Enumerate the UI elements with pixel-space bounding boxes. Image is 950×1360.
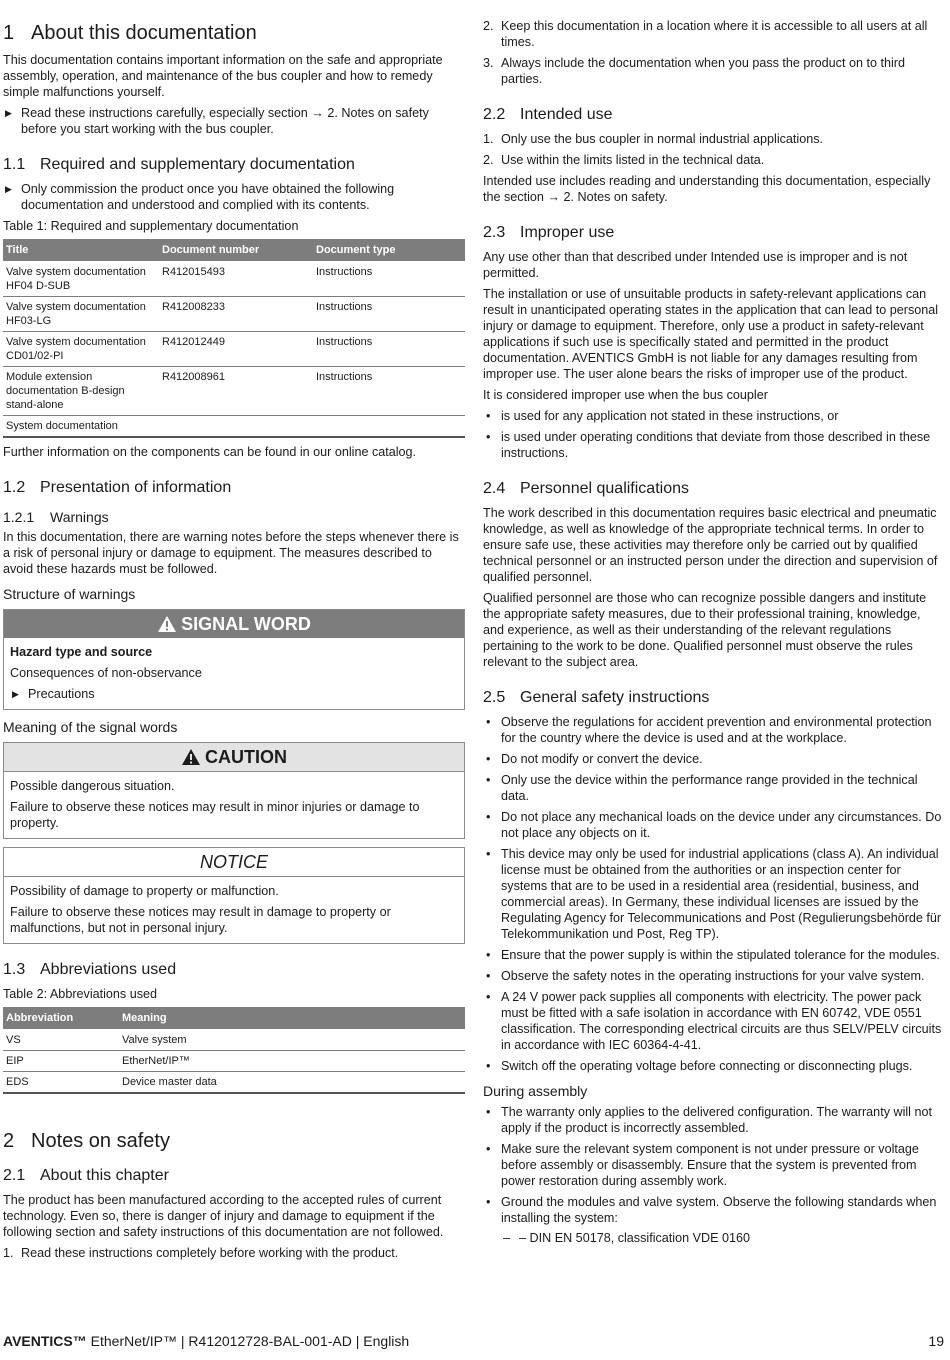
section-2-5-heading: 2.5 General safety instructions <box>483 689 710 706</box>
table-row <box>3 1051 465 1072</box>
list-item: • Ground the modules and valve system. Observe the following standards when installing the system: – – DIN EN 50178, classification VDE 0160 <box>483 1194 945 1246</box>
table-cell: EDS <box>3 1072 119 1094</box>
caution-box <box>3 742 465 839</box>
table-cell: R412008961 <box>159 367 313 416</box>
list-item: – – DIN EN 50178, classification VDE 0160 <box>503 1231 751 1245</box>
during-assembly-heading: During assembly <box>483 1083 588 1099</box>
intended-use-text: Intended use includes reading and understanding this documentation, especially the section → 2. Notes on safety. <box>483 174 931 204</box>
table-cell: R412008233 <box>159 297 313 332</box>
list-item: • A 24 V power pack supplies all components with electricity. The power pack must be fitted with a safe isolation in accordance with EN 60742, VDE 0551 classification. The corresponding electrical circuits are thus SELV/PELV circuits in accordance with IEC 60364-4-41. <box>486 990 942 1052</box>
table-cell: Instructions <box>313 332 465 367</box>
precautions-item: ▶ Precautions <box>12 687 95 701</box>
hazard-type-text: Hazard type and source <box>10 645 153 659</box>
caution-header: CAUTION <box>4 743 464 772</box>
table-cell <box>313 416 465 438</box>
notice-body: Possibility of damage to property or malfunction. Failure to observe these notices may result in damage to property or malfunctions, but not in personal injury. <box>10 884 391 935</box>
section-1-2-heading: 1.2 Presentation of information <box>3 479 232 496</box>
footer-doc-info: EtherNet/IP™ | R412012728-BAL-001-AD | English <box>86 1333 410 1349</box>
signal-word-header: SIGNAL WORD <box>4 610 464 638</box>
table-cell: Instructions <box>313 297 465 332</box>
list-item: • Make sure the relevant system component is not under pressure or voltage before assembly or disassembly. Ensure that the system is prevented from power restoration during assembly work. <box>486 1142 919 1188</box>
section-2-3-heading: 2.3 Improper use <box>483 224 615 241</box>
table-header-row <box>3 1007 465 1030</box>
table-header-cell: Document type <box>313 239 465 262</box>
safety-steps-list <box>3 1245 465 1261</box>
table-cell: System documentation <box>3 416 159 438</box>
safety-instructions-list <box>483 714 945 1074</box>
table-cell: Module extension documentation B-design stand-alone <box>3 367 159 416</box>
section-1-3-heading: 1.3 Abbreviations used <box>3 961 177 978</box>
personnel-text: The work described in this documentation requires basic electrical and pneumatic knowledge, as well as knowledge of the appropriate technical terms. In order to ensure safe use, these activities may therefore only be carried out by qualified technical personnel or an instructed person under the direction and supervision of qualified personnel. <box>483 506 938 584</box>
page-footer <box>3 1331 944 1351</box>
improper-use-text: Any use other than that described under Intended use is improper and is not permitted. <box>483 250 908 280</box>
signal-word-body <box>4 638 464 709</box>
signal-words-heading: Meaning of the signal words <box>3 719 178 735</box>
structure-of-warnings-heading: Structure of warnings <box>3 586 136 602</box>
improper-use-text: It is considered improper use when the bus coupler <box>483 388 768 402</box>
table-header-cell: Document number <box>159 239 313 262</box>
instruction-item: ▶ Only commission the product once you have obtained the following documentation and understood and complied with its contents. <box>5 182 395 212</box>
table-cell: Valve system documentation HF04 D-SUB <box>3 262 159 297</box>
abbreviations-table <box>3 1007 465 1094</box>
warnings-text: In this documentation, there are warning notes before the steps whenever there is a risk of personal injury or damage to equipment. The measures described to avoid these hazards must be followed. <box>3 530 459 576</box>
table-header-cell: Title <box>3 239 159 262</box>
table-header-cell: Meaning <box>119 1007 465 1030</box>
list-item: • Observe the regulations for accident prevention and environmental protection for the country where the device is used and at the workplace. <box>486 715 932 745</box>
personnel-text: Qualified personnel are those who can recognize possible dangers and institute the appropriate safety measures, due to their professional training, knowledge, and experience, as well as their understanding of the relevant regulations pertaining to the work to be done. Qualified personnel must observe the rules relevant to the subject area. <box>483 591 927 669</box>
table-cell <box>159 416 313 438</box>
arrow-bullet-icon: ▶ <box>12 689 19 699</box>
section-2-2-heading: 2.2 Intended use <box>483 106 613 123</box>
section-1-heading: 1 About this documentation <box>3 22 257 44</box>
caution-body: Possible dangerous situation. Failure to observe these notices may result in minor injuries or damage to property. <box>10 779 420 830</box>
table-row <box>3 332 465 367</box>
assembly-list <box>483 1104 945 1246</box>
table-row <box>3 1072 465 1094</box>
table-cell: Valve system <box>119 1030 465 1051</box>
section-2-4-heading: 2.4 Personnel qualifications <box>483 480 689 497</box>
notice-box <box>3 847 465 944</box>
warning-triangle-icon <box>157 615 177 633</box>
standards-list <box>501 1230 945 1246</box>
table-cell: Valve system documentation HF03-LG <box>3 297 159 332</box>
list-item: • is used for any application not stated in these instructions, or <box>486 409 839 423</box>
documentation-table <box>3 239 465 438</box>
table-row <box>3 416 465 438</box>
list-item: • This device may only be used for industrial applications (class A). An individual license must be obtained from the authorities or an inspection center for systems that are to be used in a residential area (residential, business, and commercial areas). In Germany, these individual licenses are issued by the Regulating Agency for Telecommunications and Post (Regulierungsbehörde für Telekommunikation und Post, Reg TP). <box>486 847 942 941</box>
table-cell: R412015493 <box>159 262 313 297</box>
list-item: • Observe the safety notes in the operating instructions for your valve system. <box>486 969 925 983</box>
table-row <box>3 262 465 297</box>
list-item: • Ensure that the power supply is within the stipulated tolerance for the modules. <box>486 948 940 962</box>
list-item: • is used under operating conditions that deviate from those described in these instructions. <box>486 430 931 460</box>
table-row <box>3 1030 465 1051</box>
improper-use-list <box>483 408 945 461</box>
section-1-2-1-heading: 1.2.1 Warnings <box>3 509 109 525</box>
list-item: • Do not modify or convert the device. <box>486 752 703 766</box>
list-item: 3. Always include the documentation when you pass the product on to third parties. <box>483 56 905 86</box>
signal-word-box <box>3 609 465 710</box>
notice-header: NOTICE <box>4 848 464 877</box>
table-1-caption: Table 1: Required and supplementary documentation <box>3 219 299 233</box>
table-cell: Device master data <box>119 1072 465 1094</box>
table-cell: VS <box>3 1030 119 1051</box>
list-item: 1. Read these instructions completely before working with the product. <box>3 1246 399 1260</box>
table-cell: R412012449 <box>159 332 313 367</box>
table-cell: Instructions <box>313 367 465 416</box>
table-cell: Valve system documentation CD01/02-PI <box>3 332 159 367</box>
list-item: • The warranty only applies to the delivered configuration. The warranty will not apply if the product is incorrectly assembled. <box>486 1105 932 1135</box>
list-item: 1. Only use the bus coupler in normal industrial applications. <box>483 132 824 146</box>
table-2-caption: Table 2: Abbreviations used <box>3 987 158 1001</box>
section-2-1-heading: 2.1 About this chapter <box>3 1167 169 1184</box>
list-item: • Only use the device within the performance range provided in the technical data. <box>486 773 918 803</box>
intended-use-list <box>483 131 945 168</box>
consequence-text: Consequences of non-observance <box>10 666 202 680</box>
brand-name: AVENTICS™ <box>3 1333 87 1349</box>
arrow-bullet-icon: ▶ <box>5 108 12 118</box>
table-header-cell: Abbreviation <box>3 1007 119 1030</box>
safety-steps-list-continued <box>483 18 945 87</box>
improper-use-text: The installation or use of unsuitable products in safety-relevant applications can result in unanticipated operating states in the application that can lead to personal injury or damage to equipment. Therefore, only use a product in safety-relevant applications if such use is specifically stated and permitted in the product documentation. AVENTICS GmbH is not liable for any damages resulting from improper use. The user alone bears the risks of improper use of the product. <box>483 287 939 381</box>
warning-triangle-icon <box>181 748 201 766</box>
catalog-note: Further information on the components can be found in our online catalog. <box>3 445 417 459</box>
list-item: • Do not place any mechanical loads on the device under any circumstances. Do not place any objects on it. <box>486 810 942 840</box>
arrow-bullet-icon: ▶ <box>5 184 12 194</box>
about-chapter-text: The product has been manufactured according to the accepted rules of current technology. Even so, there is danger of injury and damage to equipment if the following section and safety instructions of this documentation are not followed. <box>3 1193 444 1239</box>
page-number: 19 <box>928 1333 944 1349</box>
table-cell: Instructions <box>313 262 465 297</box>
right-column <box>483 18 945 1251</box>
table-cell: EtherNet/IP™ <box>119 1051 465 1072</box>
table-header-row <box>3 239 465 262</box>
list-item: • Switch off the operating voltage before connecting or disconnecting plugs. <box>486 1059 913 1073</box>
table-row <box>3 367 465 416</box>
left-column <box>3 18 465 1266</box>
table-row <box>3 297 465 332</box>
section-2-heading: 2 Notes on safety <box>3 1130 170 1152</box>
section-1-1-heading: 1.1 Required and supplementary documentation <box>3 156 355 173</box>
instruction-item: ▶ Read these instructions carefully, especially section → 2. Notes on safety before you start working with the bus coupler. <box>5 106 429 136</box>
list-item: 2. Keep this documentation in a location where it is accessible to all users at all times. <box>483 19 928 49</box>
section-1-intro: This documentation contains important information on the safe and appropriate assembly, operation, and maintenance of the bus coupler and how to remedy simple malfunctions yourself. <box>3 53 443 99</box>
table-cell: EIP <box>3 1051 119 1072</box>
list-item: 2. Use within the limits listed in the technical data. <box>483 153 765 167</box>
